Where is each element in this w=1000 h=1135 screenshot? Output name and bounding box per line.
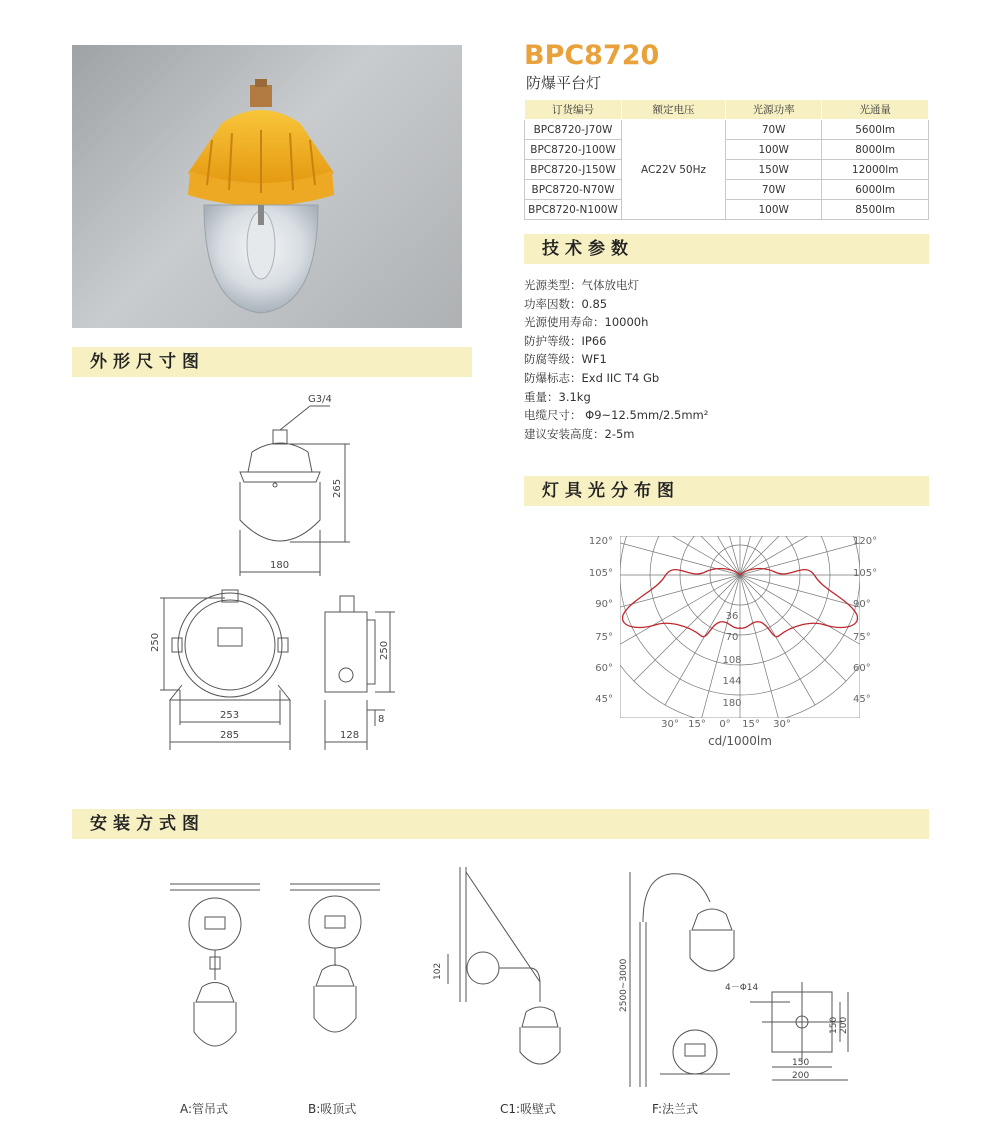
caption-c1: C1:吸壁式 <box>500 1102 557 1116</box>
dim-250-left: 250 <box>150 632 161 652</box>
cell-power: 70W <box>726 120 822 140</box>
polar-angle-label: 75° <box>595 632 613 643</box>
dim-180: 180 <box>270 560 290 571</box>
table-row <box>525 160 929 180</box>
param-line: 光源使用寿命：10000h <box>524 315 649 330</box>
polar-radial-line <box>740 575 870 650</box>
dim-265: 265 <box>332 478 343 498</box>
polar-angle-label: 105° <box>588 568 613 579</box>
cell-power: 150W <box>726 160 822 180</box>
polar-bottom-angle: 30° <box>773 719 791 730</box>
polar-angle-label: 90° <box>595 599 613 610</box>
dim-height-range: 2500~3000 <box>619 958 629 1012</box>
cell-code: BPC8720-N70W <box>525 180 622 200</box>
spec-table <box>524 99 929 220</box>
cell-flux: 6000lm <box>822 180 929 200</box>
param-line: 建议安装高度：2-5m <box>524 426 635 441</box>
dim-200-v: 200 <box>839 1016 849 1034</box>
dim-200-h: 200 <box>792 1071 810 1081</box>
cell-code: BPC8720-J150W <box>525 160 622 180</box>
polar-radial-value: 144 <box>722 676 742 687</box>
cell-voltage: AC22V 50Hz <box>622 120 726 220</box>
polar-radial-value: 36 <box>725 611 739 622</box>
polar-radial-value: 180 <box>722 698 742 709</box>
polar-angle-label: 105° <box>853 568 878 579</box>
polar-angle-label: 60° <box>595 663 613 674</box>
polar-angle-label: 75° <box>853 632 871 643</box>
col-header-power: 光源功率 <box>726 100 822 120</box>
dim-8: 8 <box>378 714 385 725</box>
dim-253: 253 <box>220 710 240 721</box>
polar-bottom-angle: 30° <box>661 719 679 730</box>
polar-angle-label: 120° <box>588 536 613 547</box>
table-row <box>525 120 929 140</box>
dim-250-right: 250 <box>379 640 390 660</box>
param-line: 重量：3.1kg <box>524 389 591 404</box>
tech-params-list <box>524 276 708 443</box>
product-model: BPC8720 <box>524 40 660 71</box>
polar-bottom-angle: 15° <box>688 719 706 730</box>
polar-radial-line <box>740 575 779 720</box>
param-line: 防腐等级：WF1 <box>524 352 607 367</box>
section-installation: 安装方式图 <box>72 809 929 839</box>
dim-thread: G3/4 <box>308 394 332 405</box>
polar-angle-label: 90° <box>853 599 871 610</box>
cell-power: 100W <box>726 140 822 160</box>
installation-drawings <box>160 862 860 1092</box>
param-line: 光源类型：气体放电灯 <box>524 278 639 292</box>
section-light-distribution: 灯具光分布图 <box>524 476 929 506</box>
polar-chart <box>585 530 895 755</box>
col-header-code: 订货编号 <box>525 100 622 120</box>
polar-radial-line <box>740 575 815 705</box>
cell-code: BPC8720-J70W <box>525 120 622 140</box>
dim-holes: 4－Φ14 <box>725 983 759 993</box>
dim-150-v: 150 <box>829 1016 839 1034</box>
polar-angle-label: 45° <box>595 694 613 705</box>
cell-power: 70W <box>726 180 822 200</box>
polar-bottom-angle: 0° <box>719 719 731 730</box>
col-header-flux: 光通量 <box>822 100 929 120</box>
cell-power: 100W <box>726 200 822 220</box>
table-row <box>525 200 929 220</box>
caption-f: F:法兰式 <box>652 1102 699 1116</box>
polar-radial-value: 108 <box>722 655 742 666</box>
polar-radial-line <box>595 575 740 614</box>
cell-flux: 5600lm <box>822 120 929 140</box>
param-line: 功率因数：0.85 <box>524 296 608 311</box>
dim-102: 102 <box>433 962 443 980</box>
polar-bottom-angle: 15° <box>742 719 760 730</box>
polar-angle-label: 120° <box>853 536 878 547</box>
polar-radial-line <box>610 575 740 650</box>
polar-angle-label: 60° <box>853 663 871 674</box>
section-tech-params: 技术参数 <box>524 234 929 264</box>
param-line: 防护等级：IP66 <box>524 333 607 348</box>
caption-b: B:吸顶式 <box>308 1102 357 1116</box>
polar-unit: cd/1000lm <box>708 734 772 748</box>
product-photo <box>72 45 462 328</box>
param-line: 电缆尺寸： Φ9~12.5mm/2.5mm² <box>524 408 709 423</box>
table-row <box>525 140 929 160</box>
section-dimensions: 外形尺寸图 <box>72 347 472 377</box>
dim-128: 128 <box>340 730 360 741</box>
cell-flux: 12000lm <box>822 160 929 180</box>
param-line: 防爆标志：Exd IIC T4 Gb <box>524 370 660 385</box>
cell-code: BPC8720-N100W <box>525 200 622 220</box>
cell-code: BPC8720-J100W <box>525 140 622 160</box>
dim-150-h: 150 <box>792 1058 810 1068</box>
cell-flux: 8000lm <box>822 140 929 160</box>
col-header-voltage: 额定电压 <box>622 100 726 120</box>
caption-a: A:管吊式 <box>180 1102 229 1116</box>
dimension-drawing <box>140 390 440 760</box>
polar-angle-label: 45° <box>853 694 871 705</box>
table-row <box>525 180 929 200</box>
cell-flux: 8500lm <box>822 200 929 220</box>
dim-285: 285 <box>220 730 240 741</box>
polar-radial-value: 70 <box>725 632 739 643</box>
lamp-photo-illustration <box>72 45 462 328</box>
product-name: 防爆平台灯 <box>526 74 602 92</box>
